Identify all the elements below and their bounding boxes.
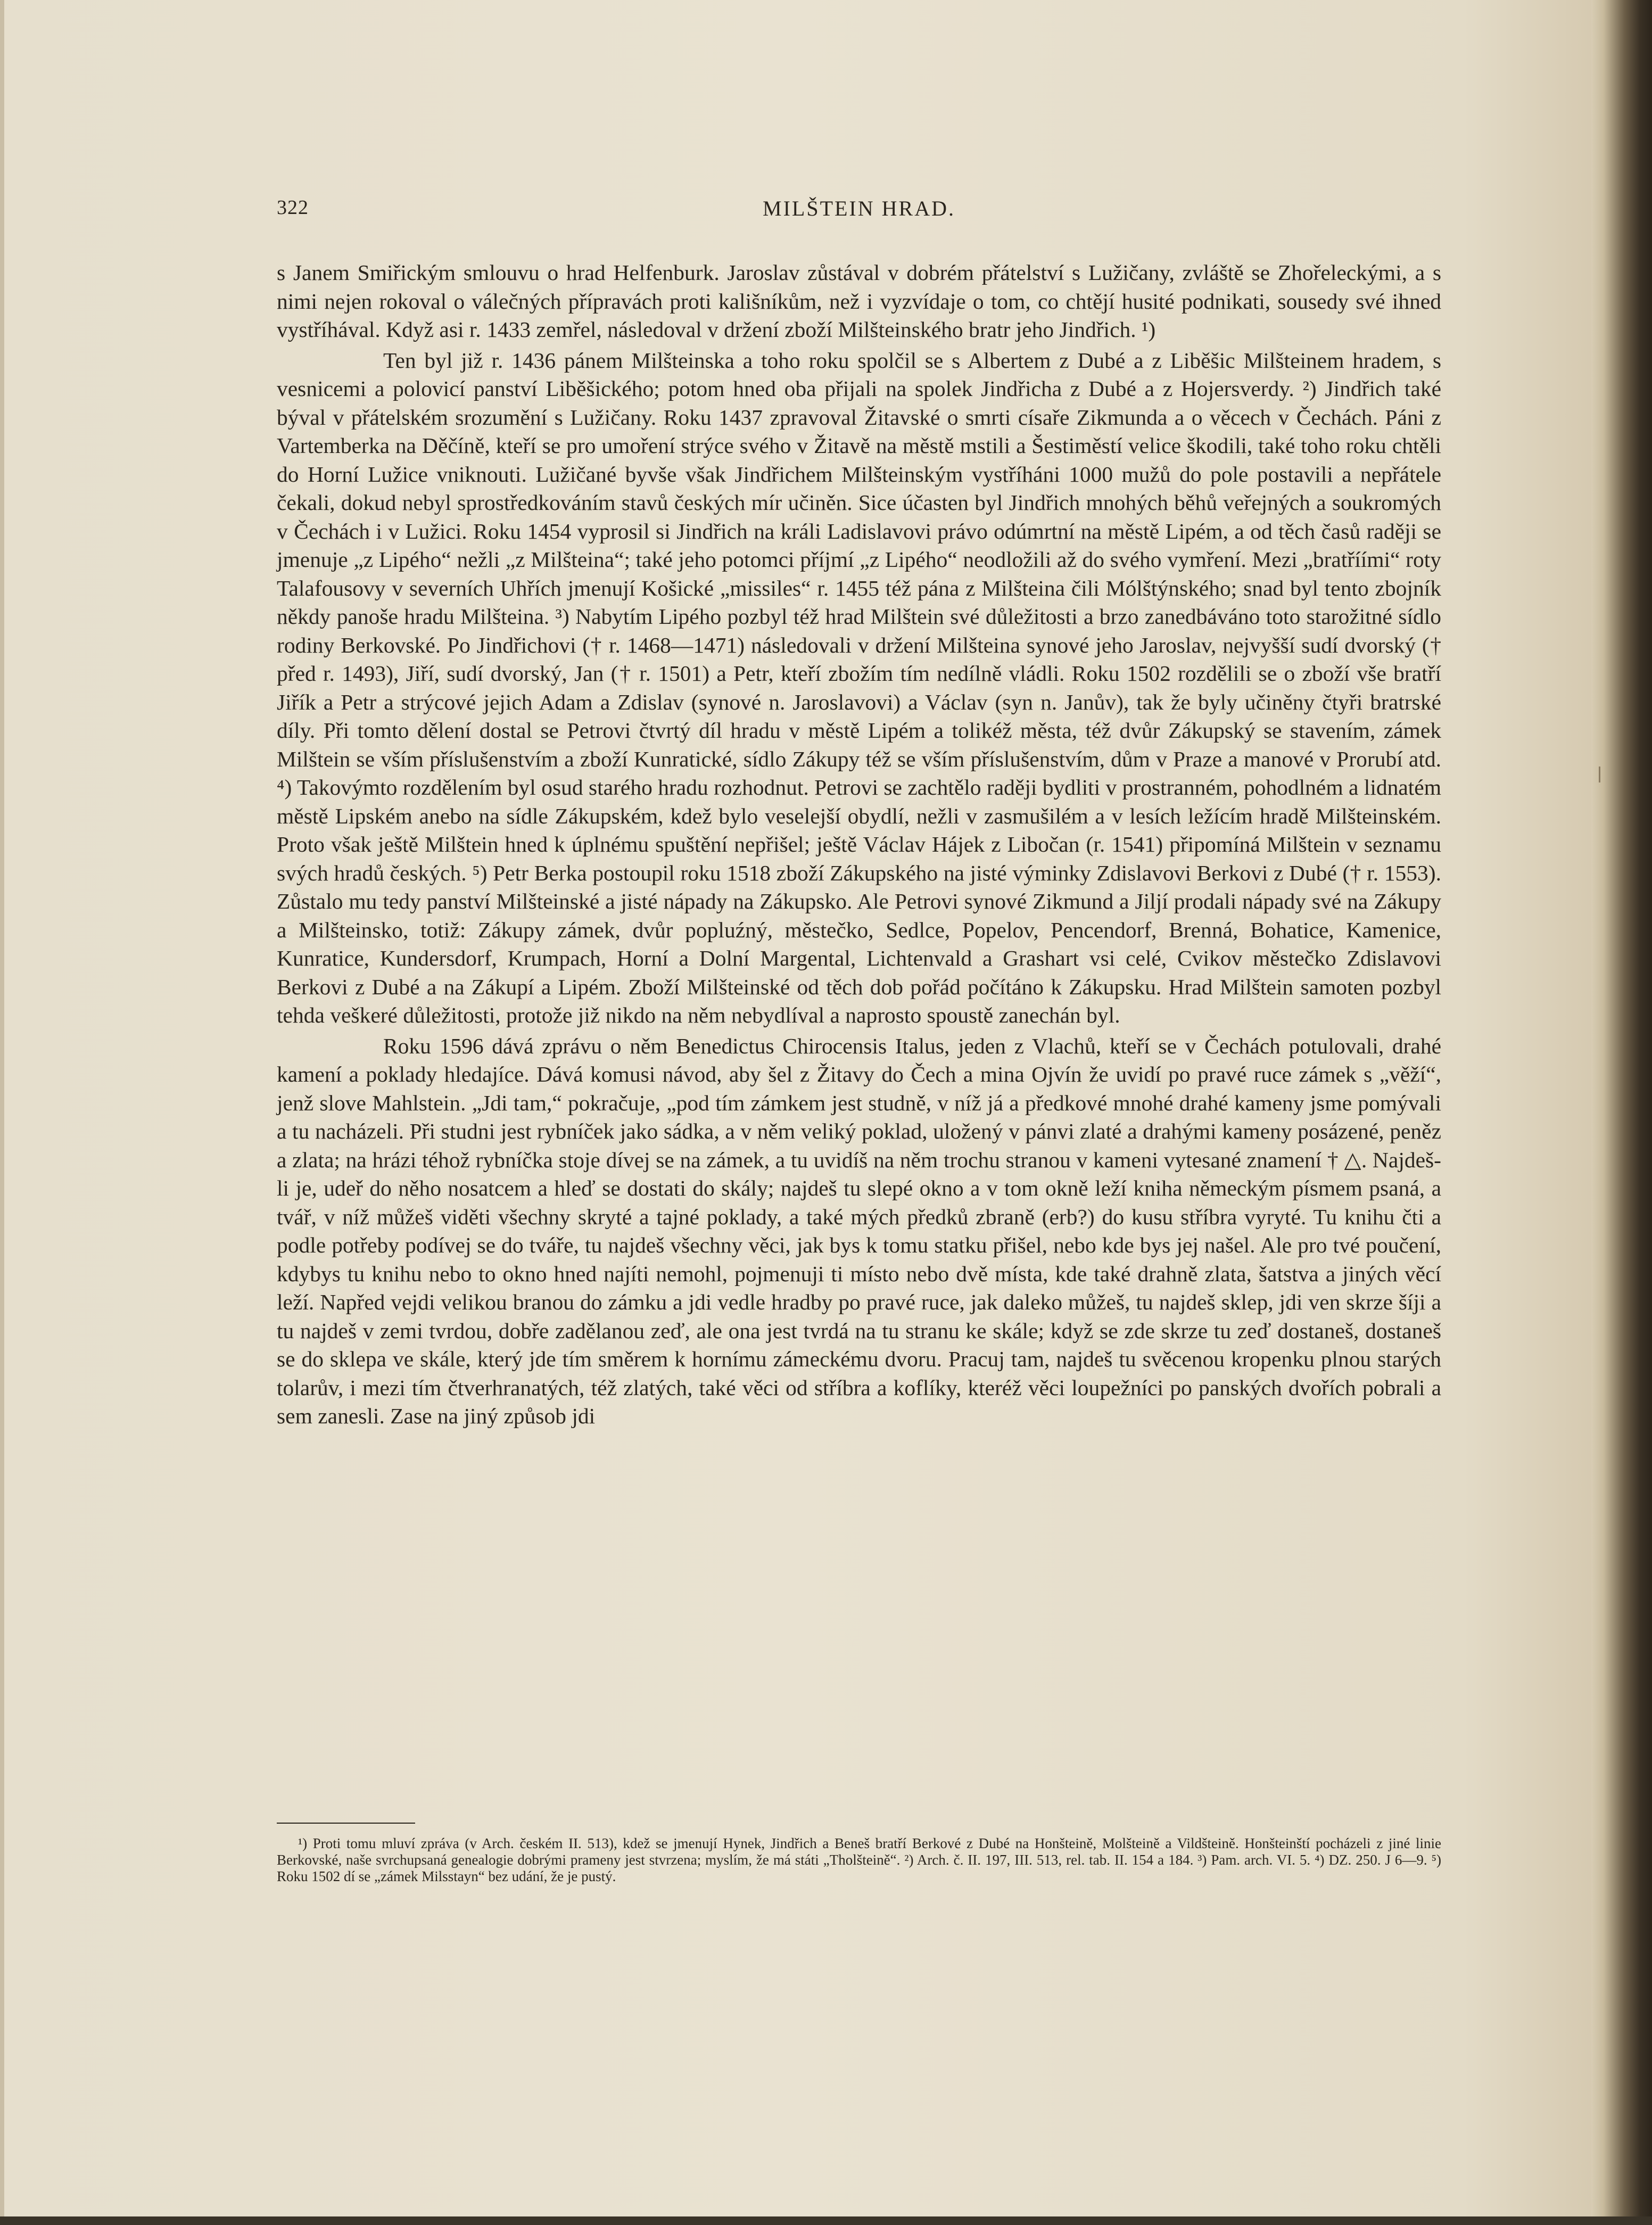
- footnotes: [277, 1835, 1441, 1885]
- scan-border-bottom: [0, 2216, 1652, 2225]
- footnote-divider: [277, 1823, 415, 1824]
- main-text: [277, 259, 1441, 1433]
- book-page-edge: [1591, 0, 1652, 2225]
- scan-border-left: [0, 0, 4, 2225]
- paragraph-3: Roku 1596 dává zprávu o něm Benedictus Chirocensis Italus, jeden z Vlachů, kteří se v Čechách potulovali, drahé kamení a poklady hledajíce. Dává komusi návod, aby šel z Žitavy do Čech a mina Ojvín že uvidí po pravé ruce zámek s „věží“, jenž slove Mahlstein. „Jdi tam,“ pokračuje, „pod tím zámkem jest studně, v níž já a předkové mnohé drahé kameny jsme pomývali a tu nacházeli. Při studni jest rybníček jako sádka, a v něm veliký poklad, uložený v pánvi zlaté a drahými kameny posázené, peněz a zlata; na hrázi téhož rybníčka stoje dívej se na zámek, a tu uvidíš na něm trochu stranou v kameni vytesané znamení † △. Najdeš-li je, udeř do něho nosatcem a hleď se dostati do skály; najdeš tu slepé okno a v tom okně leží kniha německým písmem psaná, a tvář, v níž můžeš viděti všechny skryté a tajné poklady, a také mých předků zbraně (erb?) do kusu stříbra vyryté. Tu knihu čti a podle potřeby podívej se do tváře, tu najdeš všechny věci, jak bys k tomu statku přišel, nebo kde bys jej našel. Ale pro tvé poučení, kdybys tu knihu nebo to okno hned najíti nemohl, pojmenuji ti místo nebo dvě místa, kde také drahně zlata, šatstva a jiných věcí leží. Napřed vejdi velikou branou do zámku a jdi vedle hradby po pravé ruce, jak daleko můžeš, tu najdeš sklep, jdi ven skrze šíji a tu najdeš v zemi tvrdou, dobře zadělanou zeď, ale ona jest tvrdá na tu stranu ke skále; když se zde skrze tu zeď dostaneš, dostaneš se do sklepa ve skále, který jde tím směrem k hornímu zámeckému dvoru. Pracuj tam, najdeš tu svěcenou kropenku plnou starých tolarův, i mezi tím čtverhranatých, též zlatých, také věci od stříbra a koflíky, kteréž věci loupežníci po panských dvořích pobrali a sem zanesli. Zase na jiný způsob jdi: [277, 1033, 1441, 1428]
- margin-mark: [1599, 767, 1600, 782]
- paragraph-2: Ten byl již r. 1436 pánem Milšteinska a toho roku spolčil se s Albertem z Dubé a z Liběšic Milšteinem hradem, s vesnicemi a polovicí panství Liběšického; potom hned oba přijali na spolek Jindřicha z Dubé a z Hojersverdy. ²) Jindřich také býval v přátelském srozumění s Lužičany. Roku 1437 zpravoval Žitavské o smrti císaře Zikmunda a o věcech v Čechách. Páni z Vartemberka na Děčíně, kteří se pro umoření strýce svého v Žitavě na městě mstili a Šestiměstí velice škodili, také toho roku chtěli do Horní Lužice vniknouti. Lužičané byvše však Jindřichem Milšteinským vystříháni 1000 mužů do pole postavili a nepřátele čekali, dokud nebyl sprostředkováním stavů českých mír učiněn. Sice účasten byl Jindřich mnohých běhů veřejných a soukromých v Čechách i v Lužici. Roku 1454 vyprosil si Jindřich na králi Ladislavovi právo odúmrtní na městě Lipém, a od těch časů raději se jmenuje „z Lipého“ nežli „z Milšteina“; také jeho potomci příjmí „z Lipého“ neodložili až do svého vymření. Mezi „bratříími“ roty Talafousovy v severních Uhřích jmenují Košické „missiles“ r. 1455 též pána z Milšteina čili Mólštýnského; snad byl tento zbojník někdy panoše hradu Milšteina. ³) Nabytím Lipého pozbyl též hrad Milštein své důležitosti a brzo zanedbáváno toto starožitné sídlo rodiny Berkovské. Po Jindřichovi († r. 1468—1471) následovali v držení Milšteina synové jeho Jaroslav, nejvyšší sudí dvorský († před r. 1493), Jiří, sudí dvorský, Jan († r. 1501) a Petr, kteří zbožím tím nedílně vládli. Roku 1502 rozdělili se o zboží vše bratří Jiřík a Petr a strýcové jejich Adam a Zdislav (synové n. Jaroslavovi) a Václav (syn n. Janův), tak že byly učiněny čtyři bratrské díly. Při tomto dělení dostal se Petrovi čtvrtý díl hradu v městě Lipém a tolikéž města, též dvůr Zákupský se stavením, zámek Milštein se vším příslušenstvím a zboží Kunratické, sídlo Zákupy též se vším příslušenstvím, dům v Praze a manové v Prorubí atd. ⁴) Takovýmto rozdělením byl osud starého hradu rozhodnut. Petrovi se zachtělo raději bydliti v prostranném, pohodlném a lidnatém městě Lipském anebo na sídle Zákupském, kdež bylo veselejší obydlí, nežli v zasmušilém a v lesích ležícím hradě Milšteinském. Proto však ještě Milštein hned k úplnému spuštění nepřišel; ještě Václav Hájek z Libočan (r. 1541) připomíná Milštein v seznamu svých hradů českých. ⁵) Petr Berka postoupil roku 1518 zboží Zákupského na jisté výminky Zdislavovi Berkovi z Dubé († r. 1553). Zůstalo mu tedy panství Milšteinské a jisté nápady na Zákupsko. Ale Petrovi synové Zikmund a Jiljí prodali nápady své na Zákupy a Milšteinsko, totiž: Zákupy zámek, dvůr popluźný, městečko, Sedlce, Popelov, Pencendorf, Brenná, Bohatice, Kamenice, Kunratice, Kundersdorf, Krumpach, Horní a Dolní Margental, Lichtenvald a Grashart vsi celé, Cvikov městečko Zdislavovi Berkovi z Dubé a na Zákupí a Lipém. Zboží Milšteinské od těch dob pořád počítáno k Zákupsku. Hrad Milštein samoten pozbyl tehda veškeré důležitosti, protože již nikdo na něm nebydlíval a naprosto spoustě zanechán byl.: [277, 348, 1441, 1027]
- page-number: 322: [277, 196, 309, 219]
- page-header: [277, 196, 1441, 228]
- paragraph-1: s Janem Smiřickým smlouvu o hrad Helfenburk. Jaroslav zůstával v dobrém přátelství s Lužičany, zvláště se Zhořeleckými, a s nimi nejen rokoval o válečných přípravách proti kališníkům, než i vyzvídaje o tom, co chtějí husité podnikati, sousedy své ihned vystříhával. Když asi r. 1433 zemřel, následoval v držení zboží Milšteinského bratr jeho Jindřich. ¹): [277, 260, 1441, 342]
- running-title: MILŠTEIN HRAD.: [763, 196, 955, 220]
- footnote-block: ¹) Proti tomu mluví zpráva (v Arch. českém II. 513), kdež se jmenují Hynek, Jindřich a Beneš bratří Berkové z Dubé na Honšteině, Molšteině a Vildšteině. Honšteinští pocházeli z jiné linie Berkovské, naše svrchupsaná genealogie dobrými prameny jest stvrzena; myslím, že má státi „Tholšteině“. ²) Arch. č. II. 197, III. 513, rel. tab. II. 154 a 184. ³) Pam. arch. VI. 5. ⁴) DZ. 250. J 6—9. ⁵) Roku 1502 dí se „zámek Milsstayn“ bez udání, že je pustý.: [277, 1835, 1441, 1884]
